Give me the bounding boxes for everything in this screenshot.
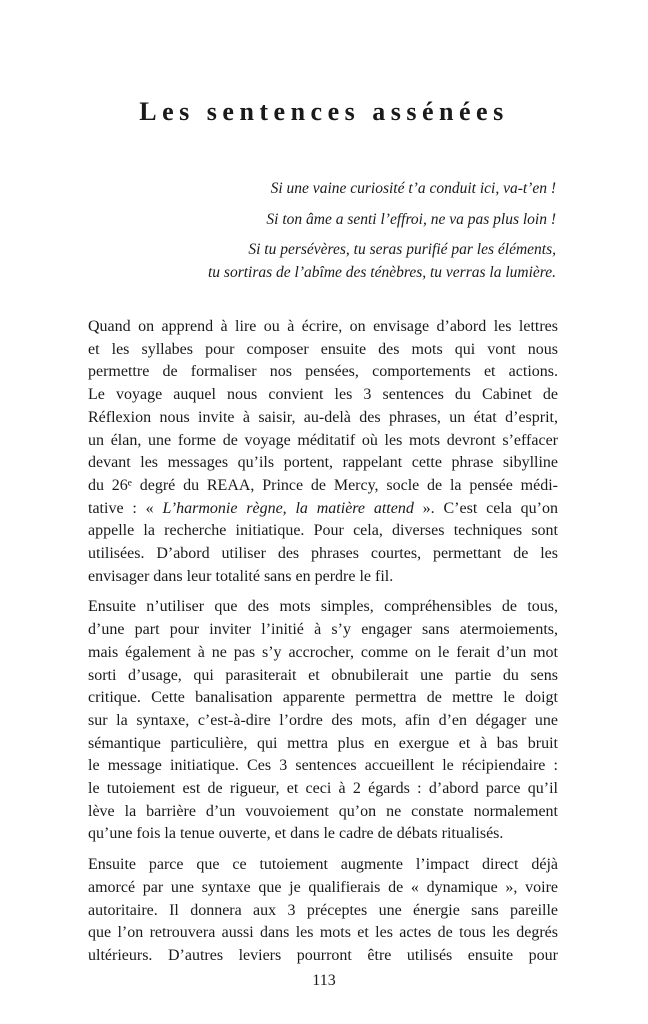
chapter-title: Les sentences assénées bbox=[139, 97, 509, 126]
text-line: sémantique particulière, qui mettra plus en exergue et à bas bruit bbox=[88, 734, 558, 752]
text-line: Réflexion nous invite à saisir, au-delà des phrases, un état d’esprit, bbox=[88, 408, 558, 426]
text-line: tative : « L’harmonie règne, la matière attend ». C’est cela qu’on bbox=[88, 499, 559, 517]
text-line: utilisées. D’abord utiliser des phrases courtes, permettant de les bbox=[88, 545, 558, 563]
epigraph bbox=[208, 178, 556, 284]
text-line: Ensuite parce que ce tutoiement augmente l’impact direct déjà bbox=[88, 856, 558, 874]
text-line: d’une part pour inviter l’initié à s’y engager sans atermoiements, bbox=[88, 621, 558, 639]
text-line: permettre de formaliser nos pensées, comportements et actions. bbox=[88, 363, 558, 381]
body-text bbox=[88, 316, 558, 976]
epigraph-line: Si une vaine curiosité t’a conduit ici, va-t’en ! bbox=[270, 180, 556, 197]
paragraph bbox=[88, 596, 558, 846]
text-line: qu’une fois la tenue ouverte, et dans le cadre de débats ritualisés. bbox=[88, 825, 504, 843]
epigraph-line: Si tu persévères, tu seras purifié par les éléments, bbox=[248, 241, 556, 258]
text-line: ultérieurs. D’autres leviers pourront être utilisés ensuite pour bbox=[88, 946, 558, 964]
epigraph-line: tu sortiras de l’abîme des ténèbres, tu verras la lumière. bbox=[208, 263, 556, 281]
text-line: Ensuite n’utiliser que des mots simples, compréhensibles de tous, bbox=[88, 598, 558, 616]
quoted-maxim: L’harmonie règne, la matière attend bbox=[162, 499, 414, 517]
text-line: amorcé par une syntaxe que je qualifierais de « dynamique », voire bbox=[88, 878, 558, 896]
text-line: le tutoiement est de rigueur, et ceci à 2 égards : d’abord parce qu’il bbox=[88, 780, 558, 798]
text-line: envisager dans leur totalité sans en perdre le fil. bbox=[88, 567, 394, 585]
text-line: sur la syntaxe, c’est-à-dire l’ordre des mots, afin d’en dégager une bbox=[88, 711, 558, 729]
text-line: que l’on retrouvera aussi dans les mots et les actes de tous les degrés bbox=[88, 924, 558, 942]
paragraph bbox=[88, 316, 558, 588]
text-line: et les syllabes pour composer ensuite des mots qui vont nous bbox=[88, 340, 558, 358]
text-line: mais également à ne pas s’y accrocher, comme on le ferait d’un mot bbox=[88, 643, 558, 661]
text-line: appelle la recherche initiatique. Pour cela, diverses techniques sont bbox=[88, 522, 558, 540]
text-line: Le voyage auquel nous convient les 3 sentences du Cabinet de bbox=[88, 386, 558, 404]
text-line: Quand on apprend à lire ou à écrire, on envisage d’abord les lettres bbox=[88, 318, 558, 335]
epigraph-line: Si ton âme a senti l’effroi, ne va pas plus loin ! bbox=[266, 210, 556, 228]
text-line: du 26ᵉ degré du REAA, Prince de Mercy, socle de la pensée médi- bbox=[88, 476, 558, 494]
page-number: 113 bbox=[312, 972, 336, 989]
paragraph bbox=[88, 854, 558, 968]
text-line: un élan, une forme de voyage méditatif où les mots devront s’effacer bbox=[88, 431, 558, 449]
text-line: devant les messages qu’ils portent, rappelant cette phrase sibylline bbox=[88, 454, 558, 472]
text-line: lève la barrière d’un vouvoiement qu’on ne constate normalement bbox=[88, 802, 558, 820]
text-line: autoritaire. Il donnera aux 3 préceptes une énergie sans pareille bbox=[88, 901, 558, 919]
text-line: le message initiatique. Ces 3 sentences accueillent le récipiendaire : bbox=[88, 757, 558, 775]
text-line: sorti d’usage, qui parasiterait et obnubilerait une partie du sens bbox=[88, 666, 558, 684]
text-line: critique. Cette banalisation apparente permettra de mettre le doigt bbox=[88, 689, 558, 707]
